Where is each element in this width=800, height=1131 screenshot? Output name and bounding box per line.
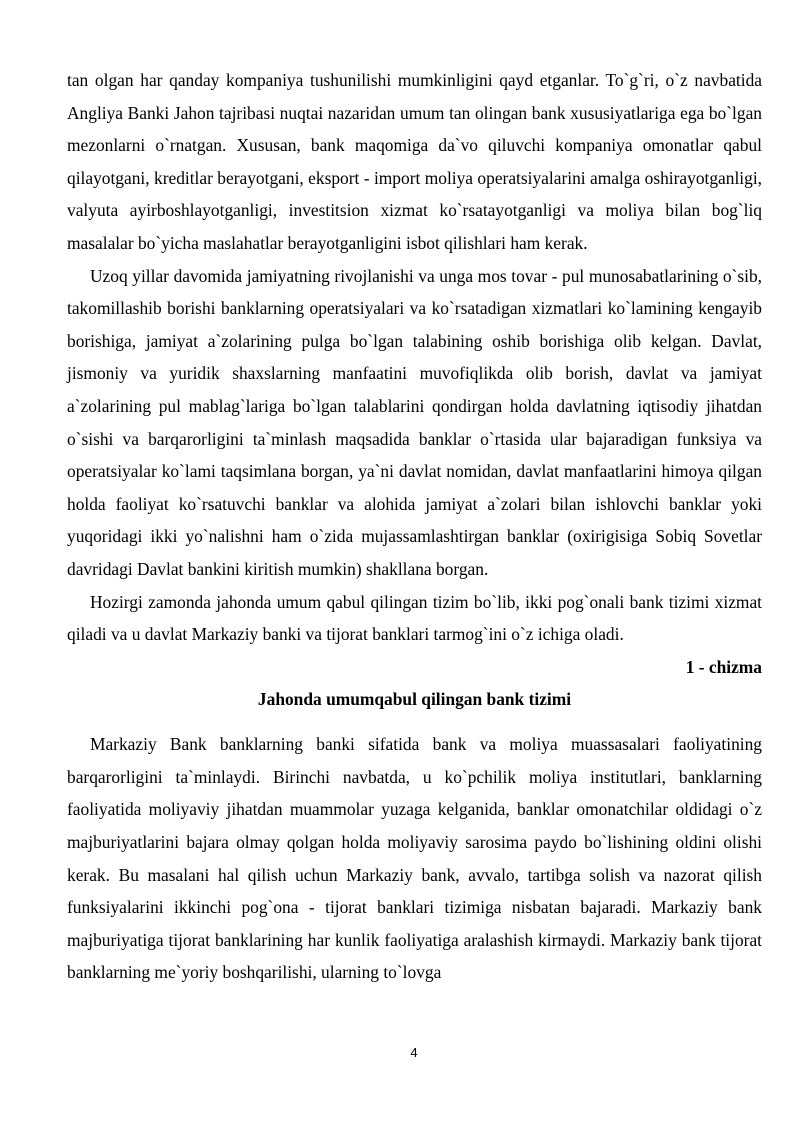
- paragraph-bank-criteria: tan olgan har qanday kompaniya tushunilishi mumkinligini qayd etganlar. To`g`ri, o`z navbatida Angliya Banki Jahon tajribasi nuqtai nazaridan umum tan olingan bank xususiyatlariga ega bo`lgan mezonlarni o`rnatgan. Xususan, bank maqomiga da`vo qiluvchi kompaniya omonatlar qabul qilayotgani, kreditlar berayotgani, eksport - import moliya operatsiyalarini amalga oshirayotganligi, valyuta ayirboshlayotganligi, investitsion xizmat ko`rsatayotganligi va moliya bilan bog`liq masalalar bo`yicha maslahatlar berayotganligini isbot qilishlari ham kerak.: [67, 70, 762, 253]
- paragraph-central-bank: Markaziy Bank banklarning banki sifatida bank va moliya muassasalari faoliyatining barqarorligini ta`minlaydi. Birinchi navbatda, u ko`pchilik moliya institutlari, banklarning faoliyatida moliyaviy jihatdan muammolar yuzaga kelganida, banklar omonatchilar oldidagi o`z majburiyatlarini bajara olmay qolgan holda moliyaviy sarosima paydo bo`lishining oldini olishi kerak. Bu masalani hal qilish uchun Markaziy bank, avvalo, tartibga solish va nazorat qilish funksiyalarini ikkinchi pog`ona - tijorat banklari tizimiga nisbatan bajaradi. Markaziy bank majburiyatiga tijorat banklarining har kunlik faoliyatiga aralashish kirmaydi. Markaziy bank tijorat banklarning me`yoriy boshqarilishi, ularning to`lovga: [67, 734, 762, 983]
- figure-label: 1 - chizma: [685, 656, 762, 677]
- paragraph-bank-history: Uzoq yillar davomida jamiyatning rivojlanishi va unga mos tovar - pul munosabatlarining o`sib, takomillashib borishi banklarning operatsiyalari va ko`rsatadigan xizmatlari ko`lamining kengayib borishiga, jamiyat a`zolarining pulga bo`lgan talabining oshib borishiga olib kelgan. Davlat, jismoniy va yuridik shaxslarning manfaatini muvofiqlikda olib borish, davlat va jamiyat a`zolarining pul mablag`lariga bo`lgan talablarini qondirgan holda davlatning iqtisodiy jihatdan o`sishi va barqarorligini ta`minlash maqsadida banklar o`rtasida ular bajaradigan funksiya va operatsiyalar ko`lami taqsimlana borgan, ya`ni davlat nomidan, davlat manfaatlarini himoya qilgan holda faoliyat ko`rsatuvchi banklar va alohida jamiyat a`zolari bilan ishlovchi banklar yoki yuqoridagi ikki yo`nalishni ham o`zida mujassamlashtirgan banklar (oxirigisiga Sobiq Sovetlar davridagi Davlat bankini kiritish mumkin) shakllana borgan.: [67, 265, 762, 579]
- paragraph-two-tier-system: Hozirgi zamonda jahonda umum qabul qilingan tizim bo`lib, ikki pog`onali bank tizimi xizmat qiladi va u davlat Markaziy banki va tijorat banklari tarmog`ini o`z ichiga oladi.: [67, 591, 762, 645]
- figure-title: Jahonda umumqabul qilingan bank tizimi: [257, 689, 572, 710]
- page-number: 4: [410, 1045, 418, 1060]
- document-page: [67, 64, 762, 989]
